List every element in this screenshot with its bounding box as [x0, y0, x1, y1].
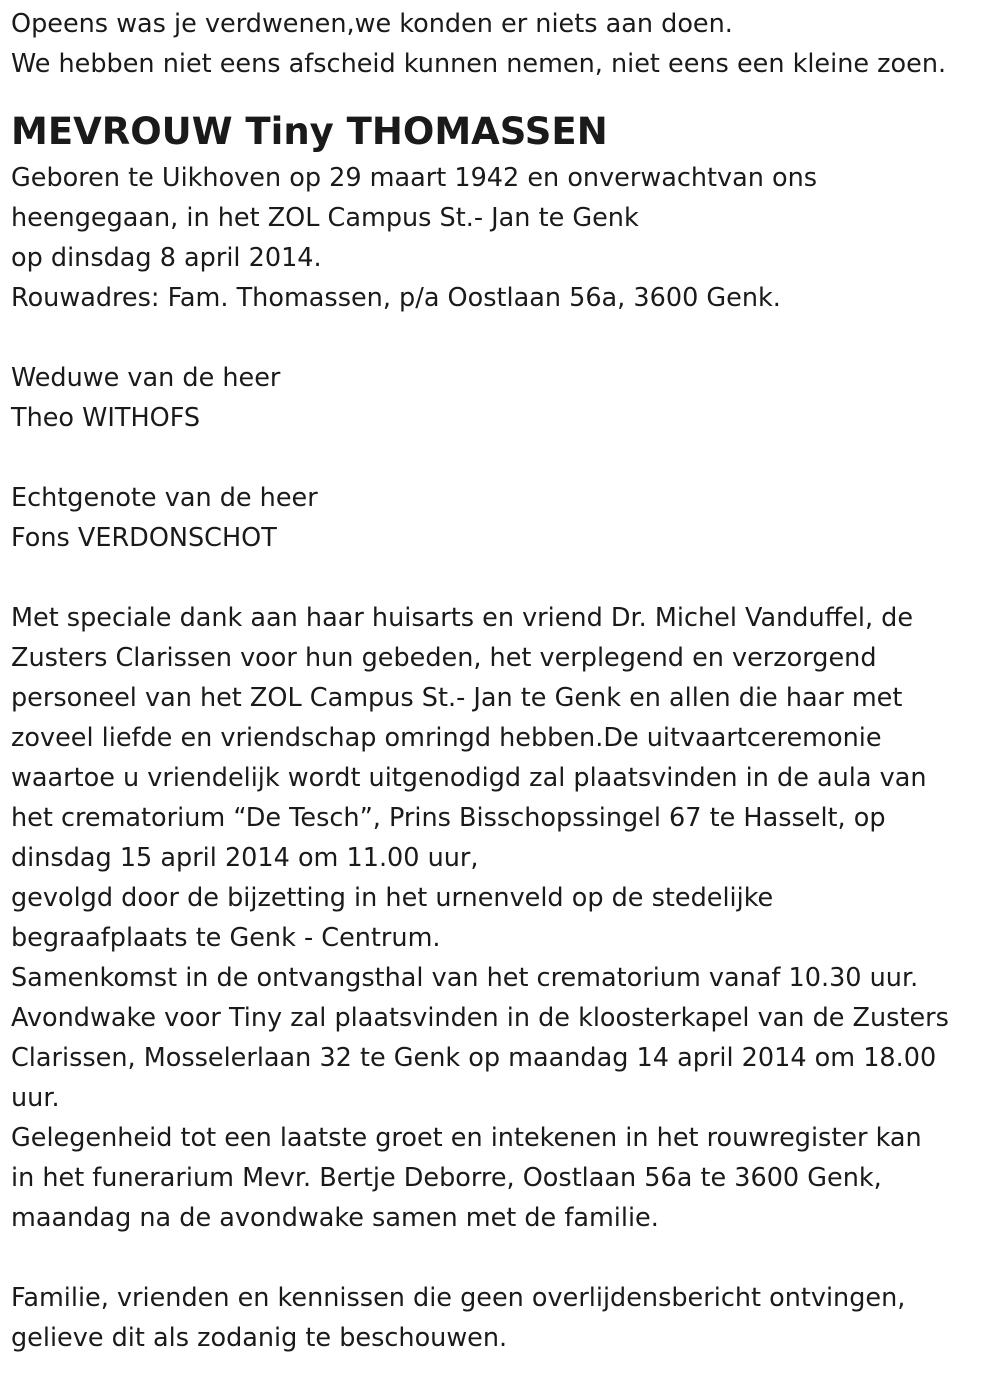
- ceremony-line: Avondwake voor Tiny zal plaatsvinden in de kloosterkapel van de Zusters: [11, 1003, 949, 1033]
- closing-line: Familie, vrienden en kennissen die geen overlijdensbericht ontvingen,: [11, 1283, 906, 1313]
- ceremony-line: zoveel liefde en vriendschap omringd hebben.De uitvaartceremonie: [11, 723, 882, 753]
- obituary-title: MEVROUW Tiny THOMASSEN: [11, 110, 608, 153]
- obituary-document: [11, 4, 991, 1358]
- ceremony-line: dinsdag 15 april 2014 om 11.00 uur,: [11, 843, 479, 873]
- poem-line: We hebben niet eens afscheid kunnen nemen, niet eens een kleine zoen.: [11, 49, 947, 79]
- ceremony-line: waartoe u vriendelijk wordt uitgenodigd zal plaatsvinden in de aula van: [11, 763, 927, 793]
- ceremony-line: uur.: [11, 1083, 60, 1113]
- closing-block: [11, 1278, 991, 1358]
- ceremony-line: Clarissen, Mosselerlaan 32 te Genk op maandag 14 april 2014 om 18.00: [11, 1043, 937, 1073]
- ceremony-line: personeel van het ZOL Campus St.- Jan te Genk en allen die haar met: [11, 683, 903, 713]
- spacer: [11, 558, 991, 598]
- spouse-of-label: Echtgenote van de heer: [11, 483, 318, 513]
- poem-line: Opeens was je verdwenen,we konden er niets aan doen.: [11, 9, 733, 39]
- birth-info-line: op dinsdag 8 april 2014.: [11, 243, 322, 273]
- ceremony-line: begraafplaats te Genk - Centrum.: [11, 923, 441, 953]
- spacer: [11, 1238, 991, 1278]
- ceremony-line: Gelegenheid tot een laatste groet en intekenen in het rouwregister kan: [11, 1123, 922, 1153]
- ceremony-line: maandag na de avondwake samen met de familie.: [11, 1203, 659, 1233]
- mourning-address: Rouwadres: Fam. Thomassen, p/a Oostlaan 56a, 3600 Genk.: [11, 283, 781, 313]
- ceremony-line: in het funerarium Mevr. Bertje Deborre, Oostlaan 56a te 3600 Genk,: [11, 1163, 882, 1193]
- widow-of-label: Weduwe van de heer: [11, 363, 281, 393]
- ceremony-line: Zusters Clarissen voor hun gebeden, het verplegend en verzorgend: [11, 643, 877, 673]
- ceremony-line: Met speciale dank aan haar huisarts en vriend Dr. Michel Vanduffel, de: [11, 603, 914, 633]
- closing-line: gelieve dit als zodanig te beschouwen.: [11, 1323, 508, 1353]
- spacer: [11, 438, 991, 478]
- widow-of-block: [11, 358, 991, 438]
- spouse-of-block: [11, 478, 991, 558]
- poem-block: [11, 4, 991, 84]
- ceremony-line: Samenkomst in de ontvangsthal van het crematorium vanaf 10.30 uur.: [11, 963, 919, 993]
- ceremony-line: gevolgd door de bijzetting in het urnenveld op de stedelijke: [11, 883, 774, 913]
- ceremony-line: het crematorium “De Tesch”, Prins Bisschopssingel 67 te Hasselt, op: [11, 803, 886, 833]
- widow-of-name: Theo WITHOFS: [11, 403, 201, 433]
- birth-info-line: Geboren te Uikhoven op 29 maart 1942 en onverwachtvan ons: [11, 163, 818, 193]
- birth-info-block: [11, 158, 991, 318]
- birth-info-line: heengegaan, in het ZOL Campus St.- Jan te Genk: [11, 203, 639, 233]
- spacer: [11, 318, 991, 358]
- ceremony-block: [11, 598, 991, 1238]
- spouse-of-name: Fons VERDONSCHOT: [11, 523, 277, 553]
